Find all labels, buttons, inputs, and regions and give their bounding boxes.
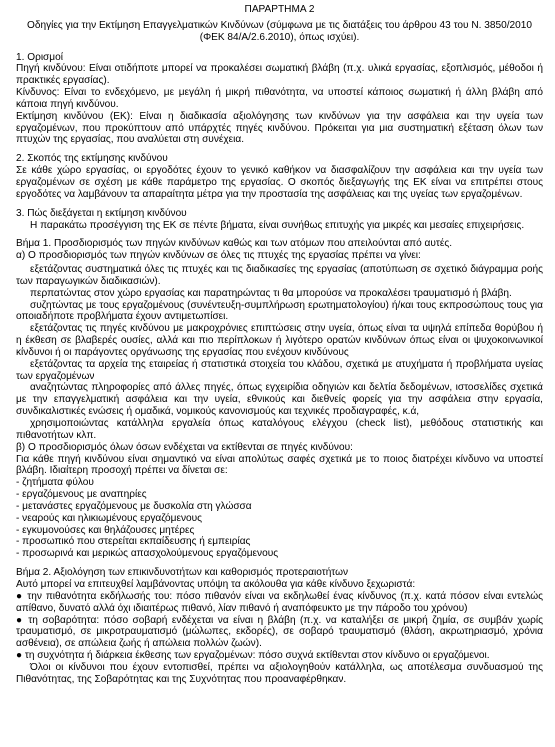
list-item: αναζητώντας πληροφορίες από άλλες πηγές, όπως εγχειρίδια οδηγιών και δελτία δεδομένων, ιστοσελίδες σχετικά με την επαγγελματική ασφάλεια και την υγεία, εθνικούς και διεθνείς φορείς για την ασφάλεια στην εργασία, συνδικαλιστικές ενώσεις ή ομαδικά, νομικούς κανονισμούς και τεχνικές προδιαγραφές, κ.ά, <box>16 382 543 418</box>
list-item: χρησιμοποιώντας κατάλληλα εργαλεία όπως καταλόγους ελέγχου (check list), μεθόδους στατιστικής και πιθανοτήτων κλπ. <box>16 418 543 441</box>
list-item: - προσωρινά και μερικώς απασχολούμενους εργαζόμενους <box>16 548 543 560</box>
step-2 <box>16 567 543 685</box>
list-item: - ζητήματα φύλου <box>16 477 543 489</box>
paragraph: α) Ο προσδιορισμός των πηγών κινδύνων σε όλες τις πτυχές της εργασίας πρέπει να γίνει: <box>16 250 421 262</box>
risk-groups-list <box>16 477 543 560</box>
paragraph: Όλοι οι κίνδυνοι που έχουν εντοπισθεί, πρέπει να αξιολογηθούν κατάλληλα, ως αποτέλεσμα συνδυασμού της Πιθανότητας, της Σοβαρότητας και της Συχνότητας που προαναφέρθηκαν. <box>16 661 543 685</box>
intro-text: Οδηγίες για την Εκτίμηση Επαγγελματικών Κινδύνων (σύμφωνα με τις διατάξεις του άρθρου 43 του Ν. 3850/2010 (ΦΕΚ 84/Α/2.6.2010), όπως ισχύει). <box>27 19 532 43</box>
list-item: περπατώντας στον χώρο εργασίας και παρατηρώντας τι θα μπορούσε να προκαλέσει τραυματισμό ή βλάβη. <box>30 287 512 299</box>
paragraph: Κίνδυνος: Είναι το ενδεχόμενο, με μεγάλη ή μικρή πιθανότητα, να υποστεί κάποιος σωματική ή άλλη βλάβη από κάποια πηγή κινδύνου. <box>16 87 543 110</box>
list-item: - νεαρούς και ηλικιωμένους εργαζόμενους <box>16 513 543 525</box>
step-1 <box>16 238 543 560</box>
list-item: - μετανάστες εργαζόμενους με δυσκολία στη γλώσσα <box>16 501 543 513</box>
list-item: - εργαζόμενους με αναπηρίες <box>16 489 543 501</box>
section-purpose <box>16 153 543 200</box>
list-item: - προσωπικό που στερείται εκπαίδευσης ή εμπειρίας <box>16 536 543 548</box>
bullet-item: ● τη συχνότητα ή διάρκεια έκθεσης των εργαζομένων: πόσο συχνά εκτίθενται στον κίνδυνο οι εργαζόμενοι. <box>16 650 490 662</box>
paragraph: Για κάθε πηγή κινδύνου είναι σημαντικό να είναι απολύτως σαφές σχετικά με το ποιος διατρέχει κίνδυνο να υποστεί βλάβη. Ιδιαίτερη προσοχή πρέπει να δίνεται σε: <box>16 453 543 477</box>
list-item: εξετάζοντας συστηματικά όλες τις πτυχές και τις διαδικασίες της εργασίας (αποτύπωση σε σχετικό διάγραμμα ροής των παραγωγικών διαδικασιών). <box>16 264 543 287</box>
paragraph: β) Ο προσδιορισμός όλων όσων ενδέχεται να εκτίθενται σε πηγές κινδύνου: <box>16 441 353 453</box>
section-definitions <box>16 52 543 147</box>
section-heading: 2. Σκοπός της εκτίμησης κινδύνου <box>16 153 168 165</box>
list-item: - εγκυμονούσες και θηλάζουσες μητέρες <box>16 525 543 537</box>
step-heading: Βήμα 1. Προσδιορισμός των πηγών κινδύνων καθώς και των ατόμων που απειλούνται από αυτές. <box>16 238 452 250</box>
paragraph: Αυτό μπορεί να επιτευχθεί λαμβάνοντας υπόψη τα ακόλουθα για κάθε κίνδυνο ξεχωριστά: <box>16 578 416 590</box>
section-procedure <box>16 208 543 232</box>
section-heading: 1. Ορισμοί <box>16 51 63 63</box>
list-item: εξετάζοντας τα αρχεία της εταιρείας ή στατιστικά στοιχεία του κλάδου, σχετικά με ατυχήματα ή προβλήματα υγείας των εργαζομένων <box>16 358 543 382</box>
bullet-item: ● την πιθανότητα εκδήλωσής του: πόσο πιθανόν είναι να εκδηλωθεί ένας κίνδυνος (π.χ. κατά πόσον είναι εντελώς απίθανο, δυνατό αλλά όχι ιδιαιτέρως πιθανό, λίαν πιθανό ή αναπόφευκτο με την πάροδο του χρόνου) <box>16 590 543 614</box>
paragraph: Η παρακάτω προσέγγιση της ΕΚ σε πέντε βήματα, είναι συνήθως επιτυχής για μικρές και μεσαίες επιχειρήσεις. <box>30 219 525 231</box>
paragraph: Εκτίμηση κινδύνου (ΕΚ): Είναι η διαδικασία αξιολόγησης των κινδύνων για την ασφάλεια και την υγεία των εργαζομένων, που προκύπτουν από υπάρχτές πηγές κινδύνου. Πρόκειται για μια συστηματική εξέταση όλων των πτυχών της εργασίας, που αναλύεται στη συνέχεια. <box>16 110 543 146</box>
list-item: συζητώντας με τους εργαζομένους (συνέντευξη-συμπλήρωση ερωτηματολογίου) ή/και τους εκπροσώπους τους για οποιαδήποτε προβλήματα έχουν αντιμετωπίσει. <box>16 299 543 323</box>
page-title: ΠΑΡΑΡΤΗΜΑ 2 <box>244 4 315 15</box>
bullet-item: ● τη σοβαρότητα: πόσο σοβαρή ενδέχεται να είναι η βλάβη (π.χ. να καταλήξει σε μικρή ζημία, σε συμβάν χωρίς τραυματισμό, σε μικροτραυματισμό (μώλωπες, εκδορές), σε σοβαρό τραυματισμό (θλάση, ακρωτηριασμό, χρόνια ασθένεια), σε απώλεια ζωής ή απώλεια πολλών ζωών). <box>16 614 543 650</box>
paragraph: Πηγή κινδύνου: Είναι οτιδήποτε μπορεί να προκαλέσει σωματική βλάβη (π.χ. υλικά εργασίας, εξοπλισμός, μέθοδοι ή πρακτικές εργασίας). <box>16 63 543 87</box>
section-heading: 3. Πώς διεξάγεται η εκτίμηση κινδύνου <box>16 207 187 219</box>
paragraph: Σε κάθε χώρο εργασίας, οι εργοδότες έχουν το γενικό καθήκον να διασφαλίζουν την ασφάλεια και την υγεία των εργαζομένων σε σχέση με κάθε παράμετρο της εργασίας. Ο σκοπός διεξαγωγής της ΕΚ είναι να επιτρέπει στους εργοδότες να λαμβάνουν τα απαραίτητα μέτρα για την προστασία της ασφάλειας και της υγείας των εργαζομένων. <box>16 165 543 200</box>
step-heading: Βήμα 2. Αξιολόγηση των επικινδυνοτήτων και καθορισμός προτεραιοτήτων <box>16 567 349 579</box>
list-item: εξετάζοντας τις πηγές κινδύνου με μακροχρόνιες επιπτώσεις στην υγεία, όπως είναι τα υψηλά επίπεδα θορύβου ή η έκθεση σε βλαβερές ουσίες, αλλά και πιο περίπλοκων ή λιγότερο ορατών κινδύνων όπως είναι οι ψυχοκοινωνικοί κίνδυνοι ή οι παράγοντες οργάνωσης της εργασίας που ενέχουν κινδύνους <box>16 323 543 358</box>
